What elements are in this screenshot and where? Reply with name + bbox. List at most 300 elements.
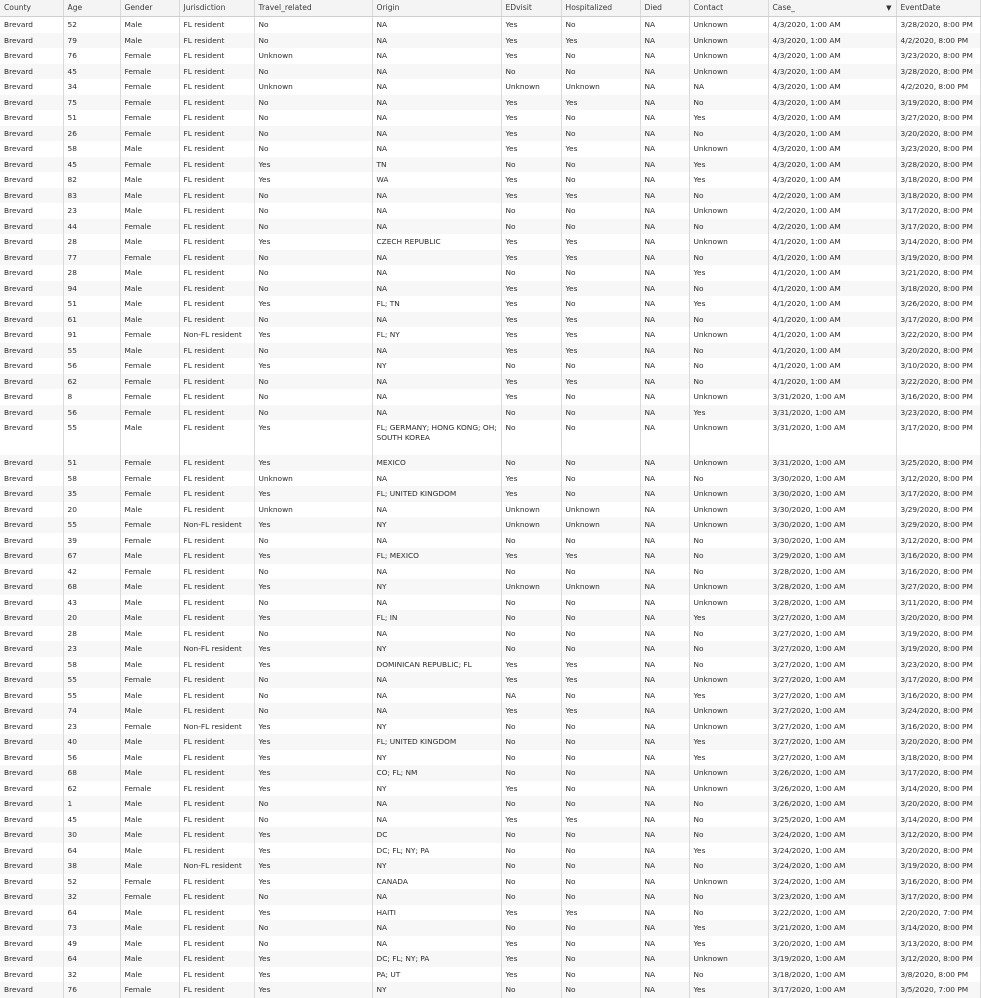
cell-county[interactable]: Brevard <box>0 982 63 998</box>
cell-eventdate[interactable]: 3/23/2020, 8:00 PM <box>896 657 980 673</box>
cell-case[interactable]: 3/30/2020, 1:00 AM <box>768 517 896 533</box>
cell-origin[interactable]: NA <box>372 110 501 126</box>
cell-jurisdiction[interactable]: FL resident <box>179 33 254 49</box>
cell-gender[interactable]: Female <box>120 874 179 890</box>
cell-age[interactable]: 68 <box>63 765 120 781</box>
column-header-origin[interactable]: Origin <box>372 0 501 17</box>
cell-contact[interactable]: No <box>689 657 768 673</box>
table-row[interactable] <box>0 48 980 64</box>
cell-died[interactable]: NA <box>640 48 689 64</box>
cell-jurisdiction[interactable]: FL resident <box>179 110 254 126</box>
cell-case[interactable]: 4/3/2020, 1:00 AM <box>768 17 896 33</box>
cell-eventdate[interactable]: 3/27/2020, 8:00 PM <box>896 579 980 595</box>
cell-case[interactable]: 3/22/2020, 1:00 AM <box>768 905 896 921</box>
cell-died[interactable]: NA <box>640 157 689 173</box>
cell-eventdate[interactable]: 3/16/2020, 8:00 PM <box>896 564 980 580</box>
cell-origin[interactable]: NA <box>372 219 501 235</box>
cell-county[interactable]: Brevard <box>0 889 63 905</box>
cell-contact[interactable]: No <box>689 188 768 204</box>
cell-travel-related[interactable]: No <box>254 920 372 936</box>
cell-hospitalized[interactable]: No <box>561 420 640 455</box>
cell-county[interactable]: Brevard <box>0 172 63 188</box>
cell-county[interactable]: Brevard <box>0 502 63 518</box>
cell-gender[interactable]: Male <box>120 595 179 611</box>
cell-eventdate[interactable]: 3/23/2020, 8:00 PM <box>896 141 980 157</box>
cell-contact[interactable]: Unknown <box>689 672 768 688</box>
cell-case[interactable]: 3/27/2020, 1:00 AM <box>768 641 896 657</box>
cell-age[interactable]: 45 <box>63 157 120 173</box>
cell-age[interactable]: 35 <box>63 486 120 502</box>
cell-gender[interactable]: Female <box>120 219 179 235</box>
cell-age[interactable]: 55 <box>63 672 120 688</box>
cell-contact[interactable]: No <box>689 126 768 142</box>
cell-contact[interactable]: No <box>689 905 768 921</box>
cell-county[interactable]: Brevard <box>0 157 63 173</box>
cell-contact[interactable]: Unknown <box>689 234 768 250</box>
cell-hospitalized[interactable]: No <box>561 110 640 126</box>
cell-edvisit[interactable]: Yes <box>501 951 561 967</box>
cell-gender[interactable]: Male <box>120 203 179 219</box>
table-row[interactable] <box>0 595 980 611</box>
cell-contact[interactable]: Unknown <box>689 765 768 781</box>
cell-died[interactable]: NA <box>640 343 689 359</box>
cell-case[interactable]: 3/26/2020, 1:00 AM <box>768 765 896 781</box>
cell-travel-related[interactable]: Yes <box>254 172 372 188</box>
cell-contact[interactable]: Unknown <box>689 48 768 64</box>
cell-age[interactable]: 32 <box>63 967 120 983</box>
cell-died[interactable]: NA <box>640 126 689 142</box>
cell-died[interactable]: NA <box>640 564 689 580</box>
cell-edvisit[interactable]: Yes <box>501 936 561 952</box>
cell-hospitalized[interactable]: No <box>561 595 640 611</box>
cell-gender[interactable]: Male <box>120 812 179 828</box>
cell-eventdate[interactable]: 3/23/2020, 8:00 PM <box>896 48 980 64</box>
cell-hospitalized[interactable]: No <box>561 967 640 983</box>
cell-origin[interactable]: NY <box>372 982 501 998</box>
cell-county[interactable]: Brevard <box>0 110 63 126</box>
cell-jurisdiction[interactable]: FL resident <box>179 548 254 564</box>
table-row[interactable] <box>0 982 980 998</box>
table-row[interactable] <box>0 203 980 219</box>
cell-edvisit[interactable]: No <box>501 843 561 859</box>
cell-eventdate[interactable]: 3/17/2020, 8:00 PM <box>896 219 980 235</box>
cell-edvisit[interactable]: Yes <box>501 172 561 188</box>
cell-travel-related[interactable]: Unknown <box>254 48 372 64</box>
cell-county[interactable]: Brevard <box>0 936 63 952</box>
cell-travel-related[interactable]: Yes <box>254 455 372 471</box>
table-row[interactable] <box>0 343 980 359</box>
cell-county[interactable]: Brevard <box>0 95 63 111</box>
cell-travel-related[interactable]: Yes <box>254 579 372 595</box>
cell-case[interactable]: 3/28/2020, 1:00 AM <box>768 595 896 611</box>
cell-county[interactable]: Brevard <box>0 405 63 421</box>
cell-travel-related[interactable]: Yes <box>254 858 372 874</box>
cell-county[interactable]: Brevard <box>0 455 63 471</box>
table-row[interactable] <box>0 374 980 390</box>
cell-jurisdiction[interactable]: FL resident <box>179 219 254 235</box>
cell-contact[interactable]: No <box>689 858 768 874</box>
cell-jurisdiction[interactable]: FL resident <box>179 765 254 781</box>
cell-contact[interactable]: No <box>689 796 768 812</box>
cell-edvisit[interactable]: No <box>501 420 561 455</box>
cell-county[interactable]: Brevard <box>0 234 63 250</box>
cell-travel-related[interactable]: Yes <box>254 157 372 173</box>
cell-case[interactable]: 4/2/2020, 1:00 AM <box>768 219 896 235</box>
cell-case[interactable]: 3/30/2020, 1:00 AM <box>768 486 896 502</box>
cell-county[interactable]: Brevard <box>0 843 63 859</box>
cell-origin[interactable]: HAITI <box>372 905 501 921</box>
cell-case[interactable]: 3/31/2020, 1:00 AM <box>768 389 896 405</box>
cell-travel-related[interactable]: Yes <box>254 486 372 502</box>
cell-case[interactable]: 4/1/2020, 1:00 AM <box>768 358 896 374</box>
cell-origin[interactable]: NA <box>372 265 501 281</box>
cell-case[interactable]: 4/1/2020, 1:00 AM <box>768 296 896 312</box>
column-header-county[interactable]: County <box>0 0 63 17</box>
cell-age[interactable]: 56 <box>63 358 120 374</box>
cell-eventdate[interactable]: 3/28/2020, 8:00 PM <box>896 157 980 173</box>
cell-jurisdiction[interactable]: FL resident <box>179 234 254 250</box>
cell-case[interactable]: 3/30/2020, 1:00 AM <box>768 533 896 549</box>
cell-gender[interactable]: Male <box>120 312 179 328</box>
cell-age[interactable]: 55 <box>63 517 120 533</box>
cell-age[interactable]: 77 <box>63 250 120 266</box>
cell-gender[interactable]: Female <box>120 781 179 797</box>
cell-origin[interactable]: NA <box>372 79 501 95</box>
cell-edvisit[interactable]: Yes <box>501 486 561 502</box>
cell-died[interactable]: NA <box>640 982 689 998</box>
cell-contact[interactable]: No <box>689 358 768 374</box>
cell-county[interactable]: Brevard <box>0 358 63 374</box>
cell-contact[interactable]: Yes <box>689 936 768 952</box>
cell-eventdate[interactable]: 3/16/2020, 8:00 PM <box>896 688 980 704</box>
cell-died[interactable]: NA <box>640 626 689 642</box>
cell-jurisdiction[interactable]: FL resident <box>179 734 254 750</box>
cell-gender[interactable]: Female <box>120 48 179 64</box>
cell-eventdate[interactable]: 3/19/2020, 8:00 PM <box>896 95 980 111</box>
cell-eventdate[interactable]: 3/19/2020, 8:00 PM <box>896 641 980 657</box>
cell-travel-related[interactable]: Yes <box>254 750 372 766</box>
cell-jurisdiction[interactable]: FL resident <box>179 982 254 998</box>
cell-age[interactable]: 49 <box>63 936 120 952</box>
cell-eventdate[interactable]: 3/17/2020, 8:00 PM <box>896 889 980 905</box>
cell-eventdate[interactable]: 3/17/2020, 8:00 PM <box>896 672 980 688</box>
cell-hospitalized[interactable]: No <box>561 936 640 952</box>
table-row[interactable] <box>0 33 980 49</box>
cell-county[interactable]: Brevard <box>0 327 63 343</box>
table-row[interactable] <box>0 703 980 719</box>
cell-died[interactable]: NA <box>640 750 689 766</box>
cell-age[interactable]: 91 <box>63 327 120 343</box>
cell-age[interactable]: 73 <box>63 920 120 936</box>
cell-contact[interactable]: Yes <box>689 734 768 750</box>
cell-origin[interactable]: NA <box>372 889 501 905</box>
table-row[interactable] <box>0 486 980 502</box>
cell-contact[interactable]: Yes <box>689 843 768 859</box>
cell-edvisit[interactable]: No <box>501 595 561 611</box>
cell-gender[interactable]: Male <box>120 579 179 595</box>
cell-origin[interactable]: FL; NY <box>372 327 501 343</box>
column-header-case[interactable] <box>768 0 896 17</box>
cell-hospitalized[interactable]: No <box>561 219 640 235</box>
cell-hospitalized[interactable]: Yes <box>561 812 640 828</box>
cell-eventdate[interactable]: 3/19/2020, 8:00 PM <box>896 250 980 266</box>
table-row[interactable] <box>0 455 980 471</box>
table-row[interactable] <box>0 420 980 455</box>
cell-origin[interactable]: NA <box>372 405 501 421</box>
cell-county[interactable]: Brevard <box>0 734 63 750</box>
cell-jurisdiction[interactable]: FL resident <box>179 750 254 766</box>
cell-edvisit[interactable]: Unknown <box>501 517 561 533</box>
cell-travel-related[interactable]: No <box>254 17 372 33</box>
cell-died[interactable]: NA <box>640 265 689 281</box>
cell-edvisit[interactable]: No <box>501 455 561 471</box>
cell-died[interactable]: NA <box>640 843 689 859</box>
table-row[interactable] <box>0 17 980 33</box>
table-row[interactable] <box>0 564 980 580</box>
cell-contact[interactable]: No <box>689 219 768 235</box>
cell-county[interactable]: Brevard <box>0 188 63 204</box>
cell-travel-related[interactable]: Yes <box>254 765 372 781</box>
cell-edvisit[interactable]: No <box>501 827 561 843</box>
cell-origin[interactable]: NA <box>372 389 501 405</box>
cell-contact[interactable]: Unknown <box>689 486 768 502</box>
cell-died[interactable]: NA <box>640 312 689 328</box>
cell-county[interactable]: Brevard <box>0 296 63 312</box>
cell-died[interactable]: NA <box>640 110 689 126</box>
cell-travel-related[interactable]: Unknown <box>254 79 372 95</box>
cell-died[interactable]: NA <box>640 172 689 188</box>
cell-case[interactable]: 3/27/2020, 1:00 AM <box>768 626 896 642</box>
cell-died[interactable]: NA <box>640 796 689 812</box>
cell-case[interactable]: 3/21/2020, 1:00 AM <box>768 920 896 936</box>
cell-contact[interactable]: Unknown <box>689 64 768 80</box>
cell-jurisdiction[interactable]: FL resident <box>179 203 254 219</box>
table-row[interactable] <box>0 389 980 405</box>
cell-gender[interactable]: Male <box>120 734 179 750</box>
cell-age[interactable]: 55 <box>63 420 120 455</box>
cell-died[interactable]: NA <box>640 234 689 250</box>
cell-county[interactable]: Brevard <box>0 141 63 157</box>
cell-age[interactable]: 74 <box>63 703 120 719</box>
cell-jurisdiction[interactable]: Non-FL resident <box>179 641 254 657</box>
cell-gender[interactable]: Male <box>120 502 179 518</box>
column-header-gender[interactable]: Gender <box>120 0 179 17</box>
cell-gender[interactable]: Male <box>120 657 179 673</box>
cell-age[interactable]: 42 <box>63 564 120 580</box>
cell-eventdate[interactable]: 3/12/2020, 8:00 PM <box>896 471 980 487</box>
cell-case[interactable]: 4/1/2020, 1:00 AM <box>768 234 896 250</box>
cell-died[interactable]: NA <box>640 250 689 266</box>
cell-edvisit[interactable]: No <box>501 874 561 890</box>
cell-travel-related[interactable]: Yes <box>254 982 372 998</box>
cell-age[interactable]: 52 <box>63 17 120 33</box>
cell-case[interactable]: 4/1/2020, 1:00 AM <box>768 343 896 359</box>
cell-gender[interactable]: Female <box>120 389 179 405</box>
cell-died[interactable]: NA <box>640 374 689 390</box>
cell-origin[interactable]: NA <box>372 703 501 719</box>
table-row[interactable] <box>0 281 980 297</box>
cell-eventdate[interactable]: 3/20/2020, 8:00 PM <box>896 343 980 359</box>
cell-eventdate[interactable]: 3/27/2020, 8:00 PM <box>896 110 980 126</box>
cell-contact[interactable]: Unknown <box>689 502 768 518</box>
cell-gender[interactable]: Male <box>120 641 179 657</box>
cell-origin[interactable]: NA <box>372 471 501 487</box>
cell-eventdate[interactable]: 3/22/2020, 8:00 PM <box>896 374 980 390</box>
cell-edvisit[interactable]: No <box>501 157 561 173</box>
cell-died[interactable]: NA <box>640 502 689 518</box>
cell-jurisdiction[interactable]: FL resident <box>179 874 254 890</box>
cell-edvisit[interactable]: No <box>501 920 561 936</box>
cell-contact[interactable]: Yes <box>689 750 768 766</box>
cell-eventdate[interactable]: 3/18/2020, 8:00 PM <box>896 281 980 297</box>
cell-gender[interactable]: Male <box>120 172 179 188</box>
cell-died[interactable]: NA <box>640 327 689 343</box>
cell-county[interactable]: Brevard <box>0 719 63 735</box>
cell-hospitalized[interactable]: No <box>561 719 640 735</box>
cell-contact[interactable]: NA <box>689 79 768 95</box>
cell-hospitalized[interactable]: No <box>561 296 640 312</box>
cell-case[interactable]: 4/3/2020, 1:00 AM <box>768 95 896 111</box>
cell-gender[interactable]: Male <box>120 750 179 766</box>
cell-county[interactable]: Brevard <box>0 920 63 936</box>
cell-county[interactable]: Brevard <box>0 33 63 49</box>
cell-gender[interactable]: Male <box>120 626 179 642</box>
cell-origin[interactable]: NY <box>372 719 501 735</box>
cell-jurisdiction[interactable]: FL resident <box>179 343 254 359</box>
cell-case[interactable]: 4/3/2020, 1:00 AM <box>768 110 896 126</box>
table-row[interactable] <box>0 405 980 421</box>
cell-age[interactable]: 56 <box>63 750 120 766</box>
cell-eventdate[interactable]: 3/29/2020, 8:00 PM <box>896 502 980 518</box>
cell-travel-related[interactable]: No <box>254 281 372 297</box>
table-row[interactable] <box>0 657 980 673</box>
cell-eventdate[interactable]: 3/8/2020, 8:00 PM <box>896 967 980 983</box>
cell-gender[interactable]: Female <box>120 126 179 142</box>
cell-jurisdiction[interactable]: FL resident <box>179 471 254 487</box>
cell-travel-related[interactable]: Yes <box>254 874 372 890</box>
cell-died[interactable]: NA <box>640 858 689 874</box>
cell-origin[interactable]: NA <box>372 502 501 518</box>
cell-case[interactable]: 3/30/2020, 1:00 AM <box>768 471 896 487</box>
cell-hospitalized[interactable]: Unknown <box>561 517 640 533</box>
column-header-hospitalized[interactable]: Hospitalized <box>561 0 640 17</box>
cell-age[interactable]: 38 <box>63 858 120 874</box>
cell-origin[interactable]: NA <box>372 374 501 390</box>
table-row[interactable] <box>0 781 980 797</box>
cell-eventdate[interactable]: 4/2/2020, 8:00 PM <box>896 79 980 95</box>
cell-edvisit[interactable]: Yes <box>501 250 561 266</box>
cell-travel-related[interactable]: No <box>254 33 372 49</box>
cell-gender[interactable]: Male <box>120 936 179 952</box>
cell-contact[interactable]: No <box>689 967 768 983</box>
cell-jurisdiction[interactable]: FL resident <box>179 374 254 390</box>
cell-eventdate[interactable]: 3/12/2020, 8:00 PM <box>896 951 980 967</box>
cell-gender[interactable]: Female <box>120 405 179 421</box>
cell-contact[interactable]: Yes <box>689 157 768 173</box>
cell-gender[interactable]: Male <box>120 703 179 719</box>
cell-eventdate[interactable]: 3/17/2020, 8:00 PM <box>896 312 980 328</box>
cell-origin[interactable]: NA <box>372 188 501 204</box>
cell-contact[interactable]: No <box>689 374 768 390</box>
cell-county[interactable]: Brevard <box>0 688 63 704</box>
cell-gender[interactable]: Male <box>120 796 179 812</box>
cell-gender[interactable]: Female <box>120 517 179 533</box>
cell-hospitalized[interactable]: No <box>561 781 640 797</box>
table-row[interactable] <box>0 95 980 111</box>
cell-hospitalized[interactable]: No <box>561 203 640 219</box>
cell-travel-related[interactable]: No <box>254 95 372 111</box>
cell-contact[interactable]: Yes <box>689 610 768 626</box>
cell-died[interactable]: NA <box>640 420 689 455</box>
cell-edvisit[interactable]: Yes <box>501 374 561 390</box>
cell-edvisit[interactable]: No <box>501 626 561 642</box>
cell-age[interactable]: 79 <box>63 33 120 49</box>
cell-travel-related[interactable]: No <box>254 688 372 704</box>
cell-origin[interactable]: NA <box>372 936 501 952</box>
cell-jurisdiction[interactable]: FL resident <box>179 389 254 405</box>
cell-contact[interactable]: Unknown <box>689 203 768 219</box>
cell-hospitalized[interactable]: Yes <box>561 33 640 49</box>
cell-hospitalized[interactable]: No <box>561 405 640 421</box>
cell-travel-related[interactable]: Yes <box>254 641 372 657</box>
cell-edvisit[interactable]: Yes <box>501 343 561 359</box>
cell-gender[interactable]: Male <box>120 920 179 936</box>
cell-travel-related[interactable]: No <box>254 564 372 580</box>
cell-origin[interactable]: NA <box>372 33 501 49</box>
cell-age[interactable]: 52 <box>63 874 120 890</box>
cell-county[interactable]: Brevard <box>0 374 63 390</box>
cell-died[interactable]: NA <box>640 141 689 157</box>
cell-origin[interactable]: NA <box>372 672 501 688</box>
caret-down-icon[interactable]: ▼ <box>886 4 892 12</box>
cell-edvisit[interactable]: Unknown <box>501 579 561 595</box>
cell-hospitalized[interactable]: No <box>561 688 640 704</box>
cell-age[interactable]: 26 <box>63 126 120 142</box>
cell-case[interactable]: 4/2/2020, 1:00 AM <box>768 203 896 219</box>
cell-origin[interactable]: DC <box>372 827 501 843</box>
cell-age[interactable]: 34 <box>63 79 120 95</box>
cell-eventdate[interactable]: 3/16/2020, 8:00 PM <box>896 874 980 890</box>
cell-edvisit[interactable]: No <box>501 750 561 766</box>
cell-gender[interactable]: Male <box>120 967 179 983</box>
cell-contact[interactable]: No <box>689 281 768 297</box>
cell-hospitalized[interactable]: No <box>561 172 640 188</box>
cell-origin[interactable]: NA <box>372 564 501 580</box>
cell-hospitalized[interactable]: No <box>561 17 640 33</box>
cell-died[interactable]: NA <box>640 920 689 936</box>
cell-county[interactable]: Brevard <box>0 765 63 781</box>
cell-gender[interactable]: Female <box>120 486 179 502</box>
cell-hospitalized[interactable]: No <box>561 750 640 766</box>
table-row[interactable] <box>0 358 980 374</box>
cell-jurisdiction[interactable]: FL resident <box>179 265 254 281</box>
cell-edvisit[interactable]: No <box>501 719 561 735</box>
cell-contact[interactable]: Unknown <box>689 719 768 735</box>
table-row[interactable] <box>0 672 980 688</box>
cell-jurisdiction[interactable]: FL resident <box>179 967 254 983</box>
table-row[interactable] <box>0 765 980 781</box>
cell-origin[interactable]: CANADA <box>372 874 501 890</box>
cell-gender[interactable]: Male <box>120 188 179 204</box>
cell-hospitalized[interactable]: No <box>561 157 640 173</box>
cell-case[interactable]: 4/3/2020, 1:00 AM <box>768 48 896 64</box>
cell-hospitalized[interactable]: Yes <box>561 95 640 111</box>
cell-gender[interactable]: Female <box>120 327 179 343</box>
cell-edvisit[interactable]: NA <box>501 688 561 704</box>
cell-jurisdiction[interactable]: FL resident <box>179 420 254 455</box>
cell-edvisit[interactable]: Yes <box>501 48 561 64</box>
cell-died[interactable]: NA <box>640 827 689 843</box>
